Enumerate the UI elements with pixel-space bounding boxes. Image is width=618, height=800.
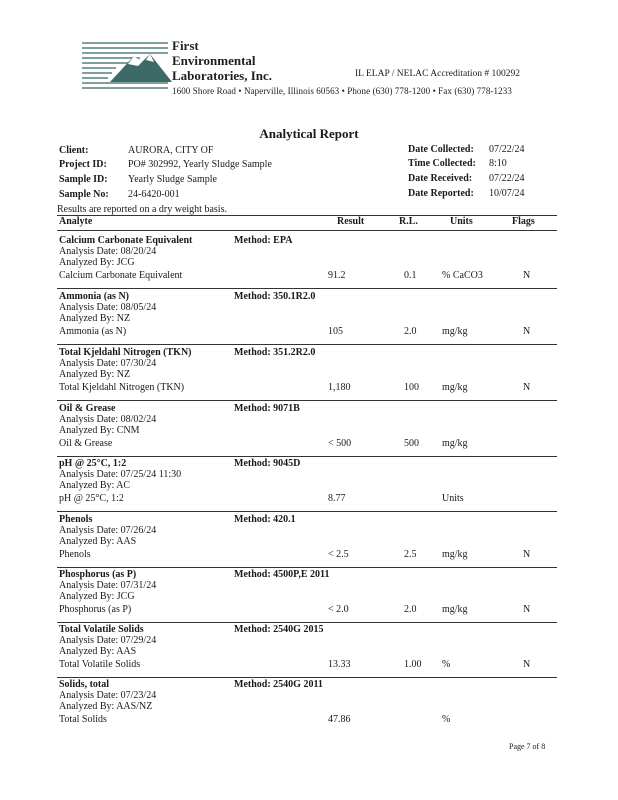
analyte-name: Ammonia (as N) bbox=[59, 291, 129, 302]
analyte-name: Phosphorus (as P) bbox=[59, 569, 137, 580]
flag-value: N bbox=[523, 549, 531, 560]
analyte-name: pH @ 25°C, 1:2 bbox=[59, 458, 127, 469]
analyte-name: Solids, total bbox=[59, 679, 110, 690]
client-label: Client: bbox=[59, 145, 89, 156]
flag-value: N bbox=[523, 382, 531, 393]
analyte-section bbox=[57, 514, 557, 570]
mountain-logo-icon bbox=[82, 42, 172, 94]
analysis-date: Analysis Date: 07/23/24 bbox=[59, 690, 157, 701]
section-rule bbox=[57, 288, 557, 289]
analyte-method: Method: 9071B bbox=[234, 403, 300, 414]
dry-basis-note: Results are reported on a dry weight basis. bbox=[57, 204, 227, 215]
rl-value: 0.1 bbox=[404, 270, 417, 281]
date-collected-value: 07/22/24 bbox=[489, 144, 525, 155]
analyte-section bbox=[57, 235, 557, 291]
section-rule bbox=[57, 344, 557, 345]
client-value: AURORA, CITY OF bbox=[128, 145, 214, 156]
flag-value: N bbox=[523, 270, 531, 281]
analyte-method: Method: 351.2R2.0 bbox=[234, 347, 316, 358]
result-row-label: Total Solids bbox=[59, 714, 107, 725]
analysis-date: Analysis Date: 08/02/24 bbox=[59, 414, 157, 425]
sample-no-label: Sample No: bbox=[59, 189, 109, 200]
analyte-section bbox=[57, 347, 557, 403]
analyte-name: Total Volatile Solids bbox=[59, 624, 144, 635]
analyte-method: Method: 350.1R2.0 bbox=[234, 291, 316, 302]
header-top-rule bbox=[57, 215, 557, 216]
sample-no-value: 24-6420-001 bbox=[128, 189, 180, 200]
company-name-line1: First bbox=[172, 38, 199, 53]
analyte-method: Method: 2540G 2015 bbox=[234, 624, 324, 635]
flag-value: N bbox=[523, 326, 531, 337]
analyte-name: Total Kjeldahl Nitrogen (TKN) bbox=[59, 347, 192, 358]
analysis-date: Analysis Date: 07/25/24 11:30 bbox=[59, 469, 182, 480]
result-row-label: pH @ 25°C, 1:2 bbox=[59, 493, 124, 504]
flag-value: N bbox=[523, 604, 531, 615]
col-rl: R.L. bbox=[399, 216, 418, 227]
analyzed-by: Analyzed By: AAS bbox=[59, 646, 137, 657]
result-value: < 500 bbox=[328, 438, 352, 449]
analysis-date: Analysis Date: 07/30/24 bbox=[59, 358, 157, 369]
analyzed-by: Analyzed By: CNM bbox=[59, 425, 140, 436]
result-row-label: Phosphorus (as P) bbox=[59, 604, 132, 615]
section-rule bbox=[57, 511, 557, 512]
analysis-date: Analysis Date: 08/20/24 bbox=[59, 246, 157, 257]
rl-value: 2.0 bbox=[404, 604, 417, 615]
result-value: 47.86 bbox=[328, 714, 351, 725]
result-row-label: Calcium Carbonate Equivalent bbox=[59, 270, 183, 281]
units-value: mg/kg bbox=[442, 326, 468, 337]
date-reported-value: 10/07/24 bbox=[489, 188, 525, 199]
section-rule bbox=[57, 567, 557, 568]
time-collected-label: Time Collected: bbox=[408, 158, 476, 169]
section-rule bbox=[57, 622, 557, 623]
date-reported-label: Date Reported: bbox=[408, 188, 474, 199]
analyte-section bbox=[57, 291, 557, 347]
analyte-section bbox=[57, 569, 557, 625]
time-collected-value: 8:10 bbox=[489, 158, 507, 169]
result-row-label: Ammonia (as N) bbox=[59, 326, 127, 337]
flag-value: N bbox=[523, 659, 531, 670]
analysis-date: Analysis Date: 08/05/24 bbox=[59, 302, 157, 313]
date-received-value: 07/22/24 bbox=[489, 173, 525, 184]
analyte-section bbox=[57, 624, 557, 680]
analyzed-by: Analyzed By: NZ bbox=[59, 313, 131, 324]
col-analyte: Analyte bbox=[59, 216, 93, 227]
result-value: 8.77 bbox=[328, 493, 346, 504]
rl-value: 2.0 bbox=[404, 326, 417, 337]
company-name-line2: Environmental bbox=[172, 53, 256, 68]
result-value: < 2.5 bbox=[328, 549, 349, 560]
rl-value: 2.5 bbox=[404, 549, 417, 560]
page-number: Page 7 of 8 bbox=[509, 742, 546, 751]
rl-value: 500 bbox=[404, 438, 419, 449]
analysis-date: Analysis Date: 07/29/24 bbox=[59, 635, 157, 646]
rl-value: 1.00 bbox=[404, 659, 422, 670]
date-collected-label: Date Collected: bbox=[408, 144, 474, 155]
section-rule bbox=[57, 677, 557, 678]
accreditation-text: IL ELAP / NELAC Accreditation # 100292 bbox=[355, 69, 520, 79]
units-value: mg/kg bbox=[442, 604, 468, 615]
units-value: % bbox=[442, 714, 451, 725]
result-value: 13.33 bbox=[328, 659, 351, 670]
analyte-section bbox=[57, 403, 557, 459]
date-received-label: Date Received: bbox=[408, 173, 473, 184]
result-value: 1,180 bbox=[328, 382, 351, 393]
section-rule bbox=[57, 400, 557, 401]
units-value: % CaCO3 bbox=[442, 270, 483, 281]
result-value: < 2.0 bbox=[328, 604, 349, 615]
result-row-label: Total Volatile Solids bbox=[59, 659, 141, 670]
analyte-section bbox=[57, 679, 557, 735]
units-value: % bbox=[442, 659, 451, 670]
analyte-method: Method: 9045D bbox=[234, 458, 301, 469]
analyte-name: Phenols bbox=[59, 514, 93, 525]
analyte-method: Method: EPA bbox=[234, 235, 293, 246]
header-bottom-rule bbox=[57, 230, 557, 231]
result-row-label: Total Kjeldahl Nitrogen (TKN) bbox=[59, 382, 185, 393]
units-value: mg/kg bbox=[442, 549, 468, 560]
analyzed-by: Analyzed By: AAS/NZ bbox=[59, 701, 153, 712]
units-value: Units bbox=[442, 493, 464, 504]
analyte-method: Method: 420.1 bbox=[234, 514, 296, 525]
company-address: 1600 Shore Road • Naperville, Illinois 60563 • Phone (630) 778-1200 • Fax (630) 778-1233 bbox=[172, 86, 512, 96]
col-units: Units bbox=[450, 216, 473, 227]
result-row-label: Phenols bbox=[59, 549, 91, 560]
company-name-line3: Laboratories, Inc. bbox=[172, 68, 273, 83]
sample-id-value: Yearly Sludge Sample bbox=[128, 174, 217, 185]
analyte-method: Method: 4500P,E 2011 bbox=[234, 569, 330, 580]
project-id-label: Project ID: bbox=[59, 159, 107, 170]
result-row-label: Oil & Grease bbox=[59, 438, 113, 449]
analyzed-by: Analyzed By: NZ bbox=[59, 369, 131, 380]
analyte-section bbox=[57, 458, 557, 514]
col-flags: Flags bbox=[512, 216, 535, 227]
project-id-value: PO# 302992, Yearly Sludge Sample bbox=[128, 159, 272, 170]
result-value: 105 bbox=[328, 326, 343, 337]
analysis-date: Analysis Date: 07/26/24 bbox=[59, 525, 157, 536]
analyzed-by: Analyzed By: JCG bbox=[59, 591, 135, 602]
analyzed-by: Analyzed By: JCG bbox=[59, 257, 135, 268]
section-rule bbox=[57, 456, 557, 457]
units-value: mg/kg bbox=[442, 382, 468, 393]
units-value: mg/kg bbox=[442, 438, 468, 449]
analysis-date: Analysis Date: 07/31/24 bbox=[59, 580, 157, 591]
analyte-method: Method: 2540G 2011 bbox=[234, 679, 323, 690]
analyte-name: Calcium Carbonate Equivalent bbox=[59, 235, 193, 246]
col-result: Result bbox=[337, 216, 365, 227]
result-value: 91.2 bbox=[328, 270, 346, 281]
analyzed-by: Analyzed By: AC bbox=[59, 480, 131, 491]
analyzed-by: Analyzed By: AAS bbox=[59, 536, 137, 547]
rl-value: 100 bbox=[404, 382, 419, 393]
sample-id-label: Sample ID: bbox=[59, 174, 108, 185]
analyte-name: Oil & Grease bbox=[59, 403, 116, 414]
report-title: Analytical Report bbox=[259, 126, 359, 141]
